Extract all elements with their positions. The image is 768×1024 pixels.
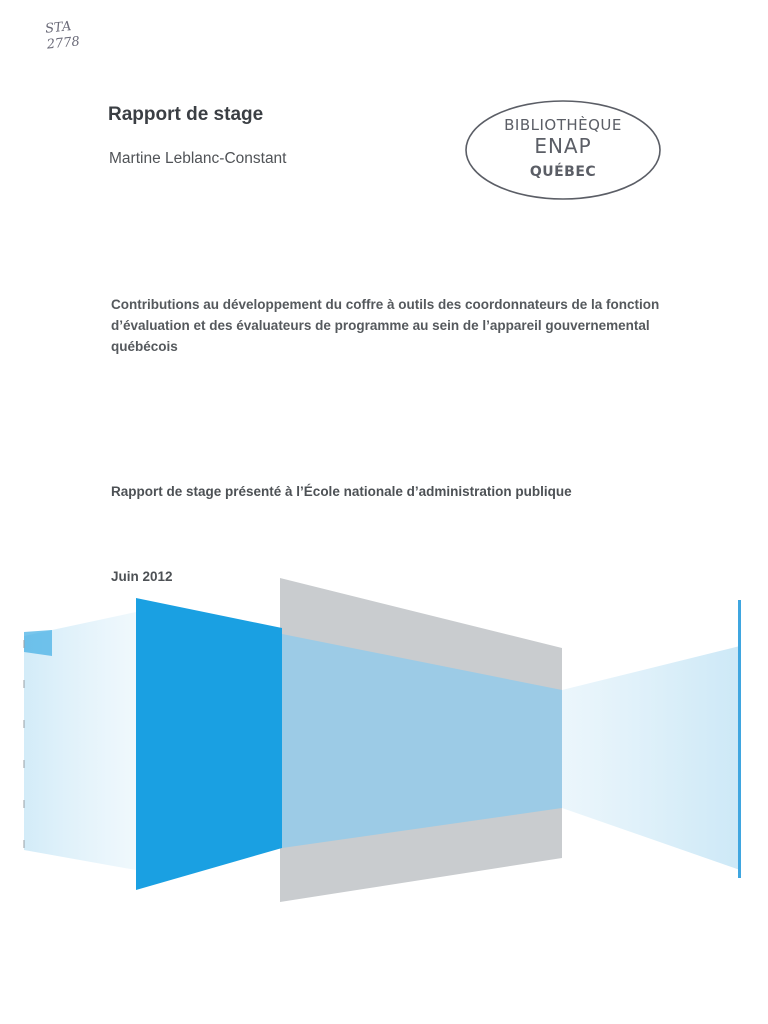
cover-graphic xyxy=(0,570,768,910)
stamp-line-1: BIBLIOTHÈQUE xyxy=(504,116,622,134)
library-stamp xyxy=(463,98,663,202)
handwritten-line-1: STA xyxy=(44,19,73,37)
presented-to: Rapport de stage présenté à l’École nationale d’administration publique xyxy=(111,484,572,499)
subject-line-1: Contributions au développement du coffre à outils des coordonnateurs de la fonction xyxy=(111,297,660,312)
handwritten-call-number xyxy=(44,18,80,53)
stamp-line-2: ENAP xyxy=(534,134,592,158)
right-edge-blue-line xyxy=(738,600,741,878)
report-date: Juin 2012 xyxy=(111,569,173,584)
handwritten-line-2: 2778 xyxy=(46,34,81,53)
left-blue-edge xyxy=(24,630,52,656)
blue-panel xyxy=(136,598,282,890)
subject-line-2: d’évaluation et des évaluateurs de programme au sein de l’appareil gouvernemental xyxy=(111,318,650,333)
stamp-line-3: QUÉBEC xyxy=(529,164,597,180)
report-title: Rapport de stage xyxy=(108,104,264,125)
margin-scan-marks xyxy=(22,640,26,860)
light-blue-band-right xyxy=(562,646,740,870)
author-name: Martine Leblanc-Constant xyxy=(109,150,287,167)
subject-line-3: québécois xyxy=(111,339,178,354)
report-subject xyxy=(111,294,711,357)
